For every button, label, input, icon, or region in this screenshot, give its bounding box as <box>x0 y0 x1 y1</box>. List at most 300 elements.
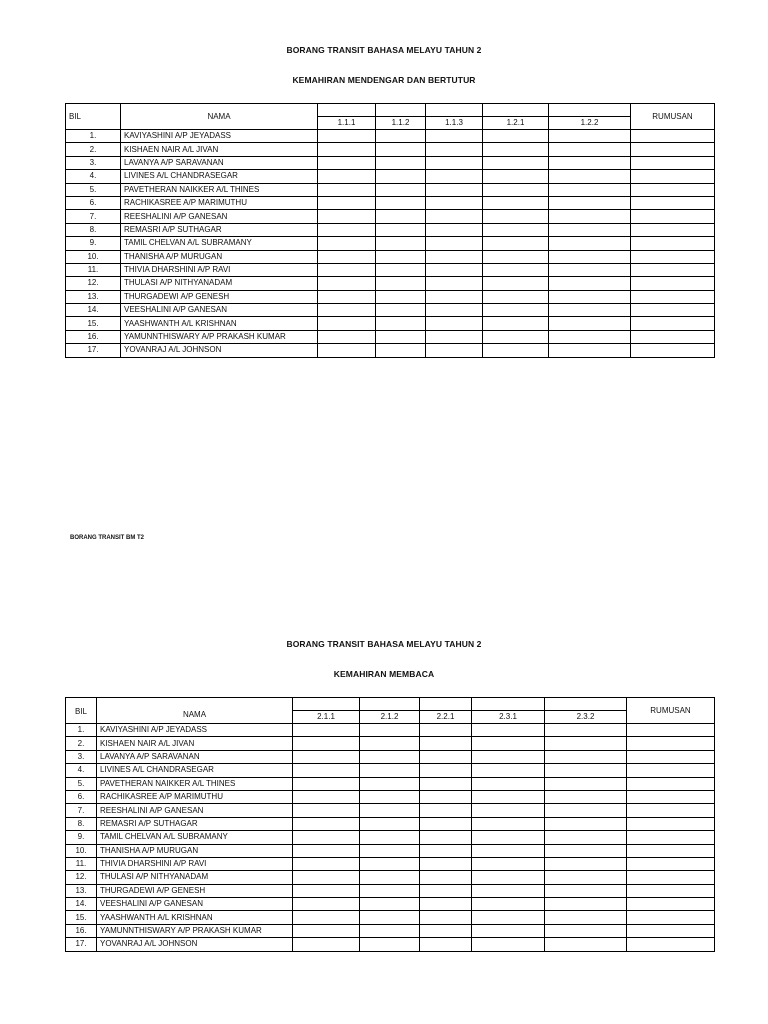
score-cell[interactable] <box>360 750 420 763</box>
score-cell[interactable] <box>376 263 426 276</box>
skill-header-top <box>549 104 631 117</box>
student-name: KISHAEN NAIR A/L JIVAN <box>121 143 318 156</box>
score-cell[interactable] <box>426 210 483 223</box>
rumusan-cell[interactable] <box>631 250 715 263</box>
score-cell[interactable] <box>549 250 631 263</box>
row-number: 15. <box>66 317 121 330</box>
score-cell[interactable] <box>483 130 549 143</box>
score-cell[interactable] <box>376 156 426 169</box>
table-row <box>66 777 715 790</box>
score-cell[interactable] <box>472 857 545 870</box>
score-cell[interactable] <box>293 750 360 763</box>
student-name: KAVIYASHINI A/P JEYADASS <box>97 724 293 737</box>
score-cell[interactable] <box>360 764 420 777</box>
row-number: 5. <box>66 183 121 196</box>
row-number: 4. <box>66 170 121 183</box>
score-cell[interactable] <box>360 911 420 924</box>
score-cell[interactable] <box>420 737 472 750</box>
rumusan-cell[interactable] <box>627 857 715 870</box>
row-number: 1. <box>66 724 97 737</box>
score-cell[interactable] <box>376 130 426 143</box>
rumusan-cell[interactable] <box>627 817 715 830</box>
row-number: 2. <box>66 737 97 750</box>
table-row <box>66 831 715 844</box>
skill-header-top <box>420 698 472 711</box>
skill-header: 2.3.2 <box>545 711 627 724</box>
rumusan-cell[interactable] <box>627 898 715 911</box>
score-cell[interactable] <box>318 143 376 156</box>
student-name: LIVINES A/L CHANDRASEGAR <box>121 170 318 183</box>
rumusan-cell[interactable] <box>631 330 715 343</box>
score-cell[interactable] <box>293 924 360 937</box>
student-name: LIVINES A/L CHANDRASEGAR <box>97 764 293 777</box>
score-cell[interactable] <box>549 263 631 276</box>
rumusan-cell[interactable] <box>631 196 715 209</box>
score-cell[interactable] <box>426 223 483 236</box>
score-cell[interactable] <box>376 277 426 290</box>
score-cell[interactable] <box>545 764 627 777</box>
score-cell[interactable] <box>472 724 545 737</box>
table-row <box>66 277 715 290</box>
student-name: VEESHALINI A/P GANESAN <box>97 898 293 911</box>
score-cell[interactable] <box>293 737 360 750</box>
score-cell[interactable] <box>376 183 426 196</box>
score-cell[interactable] <box>426 330 483 343</box>
score-cell[interactable] <box>376 143 426 156</box>
score-cell[interactable] <box>293 844 360 857</box>
rumusan-cell[interactable] <box>631 130 715 143</box>
student-name: YAMUNNTHISWARY A/P PRAKASH KUMAR <box>121 330 318 343</box>
row-number: 14. <box>66 898 97 911</box>
form2-table <box>65 697 715 952</box>
skill-header: 1.1.2 <box>376 117 426 130</box>
score-cell[interactable] <box>549 317 631 330</box>
score-cell[interactable] <box>549 210 631 223</box>
student-name: YOVANRAJ A/L JOHNSON <box>121 344 318 357</box>
score-cell[interactable] <box>318 317 376 330</box>
score-cell[interactable] <box>360 804 420 817</box>
score-cell[interactable] <box>483 223 549 236</box>
score-cell[interactable] <box>420 764 472 777</box>
score-cell[interactable] <box>545 857 627 870</box>
score-cell[interactable] <box>360 831 420 844</box>
student-name: PAVETHERAN NAIKKER A/L THINES <box>121 183 318 196</box>
table-row <box>66 911 715 924</box>
row-number: 13. <box>66 884 97 897</box>
score-cell[interactable] <box>472 831 545 844</box>
score-cell[interactable] <box>426 263 483 276</box>
score-cell[interactable] <box>549 170 631 183</box>
table-row <box>66 844 715 857</box>
rumusan-cell[interactable] <box>627 924 715 937</box>
score-cell[interactable] <box>483 183 549 196</box>
score-cell[interactable] <box>545 777 627 790</box>
score-cell[interactable] <box>376 223 426 236</box>
form2-subtitle: KEMAHIRAN MEMBACA <box>333 669 435 679</box>
score-cell[interactable] <box>472 884 545 897</box>
score-cell[interactable] <box>293 884 360 897</box>
score-cell[interactable] <box>293 764 360 777</box>
score-cell[interactable] <box>545 817 627 830</box>
score-cell[interactable] <box>376 170 426 183</box>
row-number: 8. <box>66 223 121 236</box>
rumusan-cell[interactable] <box>627 884 715 897</box>
student-name: YAASHWANTH A/L KRISHNAN <box>121 317 318 330</box>
score-cell[interactable] <box>549 237 631 250</box>
table-row <box>66 924 715 937</box>
score-cell[interactable] <box>318 223 376 236</box>
rumusan-cell[interactable] <box>631 237 715 250</box>
nama-header: NAMA <box>97 698 293 724</box>
table-row <box>66 196 715 209</box>
score-cell[interactable] <box>549 156 631 169</box>
score-cell[interactable] <box>376 250 426 263</box>
score-cell[interactable] <box>318 210 376 223</box>
rumusan-cell[interactable] <box>627 790 715 803</box>
table-row <box>66 871 715 884</box>
score-cell[interactable] <box>293 857 360 870</box>
student-name: PAVETHERAN NAIKKER A/L THINES <box>97 777 293 790</box>
score-cell[interactable] <box>483 250 549 263</box>
student-name: REESHALINI A/P GANESAN <box>121 210 318 223</box>
score-cell[interactable] <box>472 750 545 763</box>
row-number: 11. <box>66 857 97 870</box>
score-cell[interactable] <box>545 790 627 803</box>
score-cell[interactable] <box>483 290 549 303</box>
score-cell[interactable] <box>420 857 472 870</box>
score-cell[interactable] <box>545 871 627 884</box>
score-cell[interactable] <box>420 804 472 817</box>
score-cell[interactable] <box>483 317 549 330</box>
score-cell[interactable] <box>318 237 376 250</box>
score-cell[interactable] <box>376 210 426 223</box>
row-number: 7. <box>66 804 97 817</box>
table-row <box>66 250 715 263</box>
score-cell[interactable] <box>472 790 545 803</box>
score-cell[interactable] <box>376 344 426 357</box>
score-cell[interactable] <box>472 871 545 884</box>
table-row <box>66 790 715 803</box>
score-cell[interactable] <box>426 250 483 263</box>
rumusan-cell[interactable] <box>627 911 715 924</box>
score-cell[interactable] <box>426 196 483 209</box>
score-cell[interactable] <box>318 263 376 276</box>
skill-header-top <box>472 698 545 711</box>
score-cell[interactable] <box>293 871 360 884</box>
score-cell[interactable] <box>483 237 549 250</box>
form2-title: BORANG TRANSIT BAHASA MELAYU TAHUN 2 <box>286 639 482 649</box>
table-row <box>66 170 715 183</box>
score-cell[interactable] <box>483 277 549 290</box>
student-name: RACHIKASREE A/P MARIMUTHU <box>97 790 293 803</box>
row-number: 3. <box>66 156 121 169</box>
rumusan-header: RUMUSAN <box>627 698 715 724</box>
score-cell[interactable] <box>549 344 631 357</box>
score-cell[interactable] <box>472 777 545 790</box>
score-cell[interactable] <box>293 804 360 817</box>
score-cell[interactable] <box>549 330 631 343</box>
rumusan-cell[interactable] <box>631 344 715 357</box>
score-cell[interactable] <box>426 143 483 156</box>
student-name: THIVIA DHARSHINI A/P RAVI <box>121 263 318 276</box>
row-number: 7. <box>66 210 121 223</box>
score-cell[interactable] <box>360 898 420 911</box>
score-cell[interactable] <box>318 156 376 169</box>
score-cell[interactable] <box>426 130 483 143</box>
score-cell[interactable] <box>360 871 420 884</box>
table-row <box>66 737 715 750</box>
score-cell[interactable] <box>318 277 376 290</box>
score-cell[interactable] <box>545 844 627 857</box>
score-cell[interactable] <box>472 817 545 830</box>
score-cell[interactable] <box>360 817 420 830</box>
score-cell[interactable] <box>293 777 360 790</box>
score-cell[interactable] <box>293 831 360 844</box>
score-cell[interactable] <box>376 237 426 250</box>
score-cell[interactable] <box>549 223 631 236</box>
score-cell[interactable] <box>376 330 426 343</box>
score-cell[interactable] <box>360 844 420 857</box>
score-cell[interactable] <box>483 344 549 357</box>
score-cell[interactable] <box>545 911 627 924</box>
score-cell[interactable] <box>549 143 631 156</box>
student-name: TAMIL CHELVAN A/L SUBRAMANY <box>97 831 293 844</box>
score-cell[interactable] <box>293 911 360 924</box>
score-cell[interactable] <box>293 938 360 951</box>
table-row <box>66 263 715 276</box>
score-cell[interactable] <box>426 183 483 196</box>
rumusan-cell[interactable] <box>627 724 715 737</box>
score-cell[interactable] <box>426 290 483 303</box>
student-name: VEESHALINI A/P GANESAN <box>121 304 318 317</box>
rumusan-cell[interactable] <box>627 737 715 750</box>
row-number: 15. <box>66 911 97 924</box>
score-cell[interactable] <box>318 183 376 196</box>
rumusan-cell[interactable] <box>631 290 715 303</box>
rumusan-cell[interactable] <box>631 143 715 156</box>
score-cell[interactable] <box>360 924 420 937</box>
rumusan-cell[interactable] <box>631 183 715 196</box>
rumusan-cell[interactable] <box>627 938 715 951</box>
student-name: THULASI A/P NITHYANADAM <box>121 277 318 290</box>
form1-table <box>65 103 715 358</box>
rumusan-cell[interactable] <box>631 317 715 330</box>
score-cell[interactable] <box>360 790 420 803</box>
table-row <box>66 183 715 196</box>
table-row <box>66 938 715 951</box>
bil-header: BIL <box>66 698 97 724</box>
score-cell[interactable] <box>472 737 545 750</box>
score-cell[interactable] <box>483 330 549 343</box>
score-cell[interactable] <box>549 183 631 196</box>
score-cell[interactable] <box>483 210 549 223</box>
score-cell[interactable] <box>545 750 627 763</box>
score-cell[interactable] <box>318 330 376 343</box>
score-cell[interactable] <box>483 196 549 209</box>
score-cell[interactable] <box>472 911 545 924</box>
score-cell[interactable] <box>318 344 376 357</box>
student-name: LAVANYA A/P SARAVANAN <box>97 750 293 763</box>
skill-header-top <box>293 698 360 711</box>
score-cell[interactable] <box>426 156 483 169</box>
row-number: 3. <box>66 750 97 763</box>
score-cell[interactable] <box>360 884 420 897</box>
score-cell[interactable] <box>483 143 549 156</box>
row-number: 11. <box>66 263 121 276</box>
score-cell[interactable] <box>426 237 483 250</box>
student-name: THURGADEWI A/P GENESH <box>121 290 318 303</box>
score-cell[interactable] <box>549 130 631 143</box>
row-number: 13. <box>66 290 121 303</box>
row-number: 16. <box>66 330 121 343</box>
bil-header: BIL <box>66 104 121 130</box>
score-cell[interactable] <box>420 938 472 951</box>
skill-header-top <box>360 698 420 711</box>
score-cell[interactable] <box>293 898 360 911</box>
student-name: REESHALINI A/P GANESAN <box>97 804 293 817</box>
skill-header: 2.2.1 <box>420 711 472 724</box>
score-cell[interactable] <box>472 844 545 857</box>
score-cell[interactable] <box>360 724 420 737</box>
score-cell[interactable] <box>420 817 472 830</box>
student-name: KAVIYASHINI A/P JEYADASS <box>121 130 318 143</box>
score-cell[interactable] <box>472 924 545 937</box>
score-cell[interactable] <box>545 831 627 844</box>
score-cell[interactable] <box>376 290 426 303</box>
score-cell[interactable] <box>549 196 631 209</box>
score-cell[interactable] <box>376 196 426 209</box>
student-name: REMASRI A/P SUTHAGAR <box>121 223 318 236</box>
skill-header-top <box>426 104 483 117</box>
score-cell[interactable] <box>545 938 627 951</box>
skill-header: 1.1.1 <box>318 117 376 130</box>
score-cell[interactable] <box>549 290 631 303</box>
score-cell[interactable] <box>360 938 420 951</box>
score-cell[interactable] <box>545 884 627 897</box>
score-cell[interactable] <box>293 790 360 803</box>
score-cell[interactable] <box>318 290 376 303</box>
table-row <box>66 143 715 156</box>
score-cell[interactable] <box>426 277 483 290</box>
score-cell[interactable] <box>483 263 549 276</box>
score-cell[interactable] <box>318 170 376 183</box>
skill-header-top <box>545 698 627 711</box>
rumusan-header: RUMUSAN <box>631 104 715 130</box>
score-cell[interactable] <box>420 844 472 857</box>
row-number: 14. <box>66 304 121 317</box>
score-cell[interactable] <box>549 304 631 317</box>
score-cell[interactable] <box>472 938 545 951</box>
score-cell[interactable] <box>420 750 472 763</box>
score-cell[interactable] <box>483 170 549 183</box>
rumusan-cell[interactable] <box>631 223 715 236</box>
score-cell[interactable] <box>420 831 472 844</box>
score-cell[interactable] <box>318 250 376 263</box>
score-cell[interactable] <box>420 898 472 911</box>
score-cell[interactable] <box>545 924 627 937</box>
score-cell[interactable] <box>545 737 627 750</box>
row-number: 17. <box>66 938 97 951</box>
table-row <box>66 223 715 236</box>
skill-header-top <box>483 104 549 117</box>
row-number: 8. <box>66 817 97 830</box>
table-row <box>66 317 715 330</box>
rumusan-cell[interactable] <box>627 777 715 790</box>
nama-header: NAMA <box>121 104 318 130</box>
row-number: 16. <box>66 924 97 937</box>
score-cell[interactable] <box>426 317 483 330</box>
rumusan-cell[interactable] <box>631 170 715 183</box>
score-cell[interactable] <box>426 304 483 317</box>
score-cell[interactable] <box>376 317 426 330</box>
score-cell[interactable] <box>376 304 426 317</box>
score-cell[interactable] <box>426 344 483 357</box>
score-cell[interactable] <box>420 724 472 737</box>
student-name: TAMIL CHELVAN A/L SUBRAMANY <box>121 237 318 250</box>
rumusan-cell[interactable] <box>627 764 715 777</box>
table-row <box>66 344 715 357</box>
student-name: YOVANRAJ A/L JOHNSON <box>97 938 293 951</box>
score-cell[interactable] <box>318 130 376 143</box>
score-cell[interactable] <box>420 790 472 803</box>
rumusan-cell[interactable] <box>627 804 715 817</box>
student-name: REMASRI A/P SUTHAGAR <box>97 817 293 830</box>
score-cell[interactable] <box>293 724 360 737</box>
score-cell[interactable] <box>420 871 472 884</box>
rumusan-cell[interactable] <box>627 750 715 763</box>
rumusan-cell[interactable] <box>631 263 715 276</box>
score-cell[interactable] <box>472 898 545 911</box>
student-name: THANISHA A/P MURUGAN <box>97 844 293 857</box>
row-number: 5. <box>66 777 97 790</box>
row-number: 2. <box>66 143 121 156</box>
skill-header: 2.1.2 <box>360 711 420 724</box>
score-cell[interactable] <box>318 196 376 209</box>
student-name: THULASI A/P NITHYANADAM <box>97 871 293 884</box>
score-cell[interactable] <box>420 777 472 790</box>
score-cell[interactable] <box>420 911 472 924</box>
score-cell[interactable] <box>483 304 549 317</box>
table-row <box>66 764 715 777</box>
rumusan-cell[interactable] <box>631 304 715 317</box>
score-cell[interactable] <box>420 924 472 937</box>
student-name: YAMUNNTHISWARY A/P PRAKASH KUMAR <box>97 924 293 937</box>
score-cell[interactable] <box>360 857 420 870</box>
score-cell[interactable] <box>472 804 545 817</box>
score-cell[interactable] <box>318 304 376 317</box>
score-cell[interactable] <box>545 898 627 911</box>
score-cell[interactable] <box>545 724 627 737</box>
rumusan-cell[interactable] <box>631 156 715 169</box>
score-cell[interactable] <box>545 804 627 817</box>
row-number: 9. <box>66 831 97 844</box>
rumusan-cell[interactable] <box>627 871 715 884</box>
score-cell[interactable] <box>472 764 545 777</box>
score-cell[interactable] <box>293 817 360 830</box>
score-cell[interactable] <box>426 170 483 183</box>
rumusan-cell[interactable] <box>631 210 715 223</box>
score-cell[interactable] <box>549 277 631 290</box>
rumusan-cell[interactable] <box>627 831 715 844</box>
score-cell[interactable] <box>360 777 420 790</box>
form1-subtitle: KEMAHIRAN MENDENGAR DAN BERTUTUR <box>292 75 476 85</box>
skill-header: 2.3.1 <box>472 711 545 724</box>
rumusan-cell[interactable] <box>631 277 715 290</box>
score-cell[interactable] <box>420 884 472 897</box>
score-cell[interactable] <box>483 156 549 169</box>
rumusan-cell[interactable] <box>627 844 715 857</box>
score-cell[interactable] <box>360 737 420 750</box>
